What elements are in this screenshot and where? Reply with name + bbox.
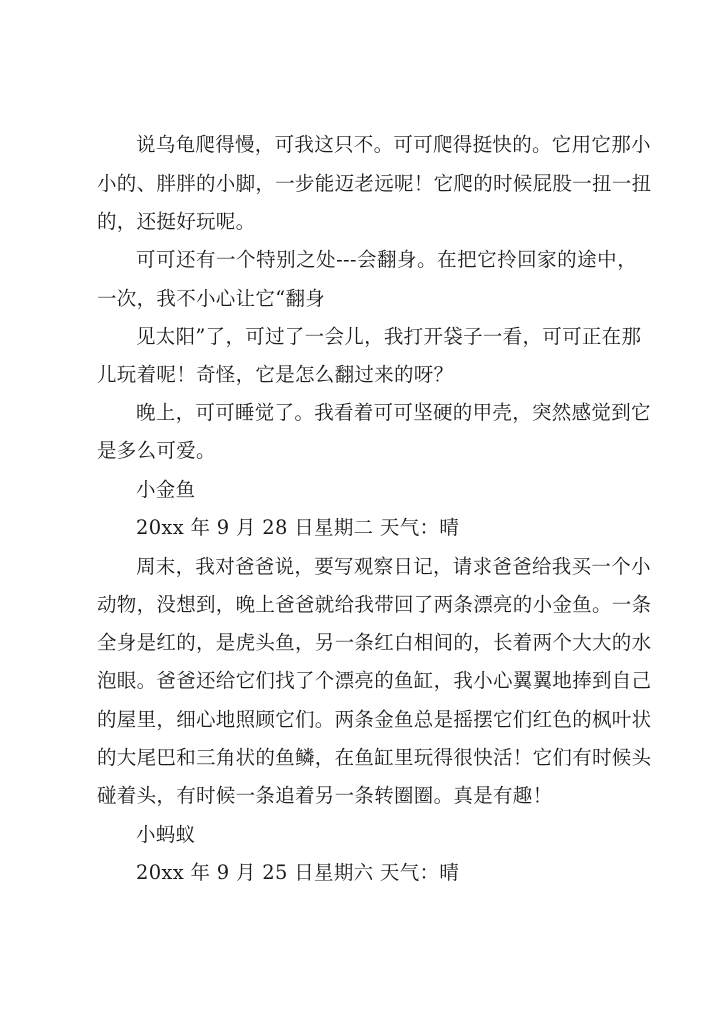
- paragraph-line: 的大尾巴和三角状的鱼鳞，在鱼缸里玩得很快活！它们有时候头: [97, 746, 652, 769]
- paragraph-line: 泡眼。爸爸还给它们找了个漂亮的鱼缸，我小心翼翼地捧到自己: [97, 669, 652, 692]
- paragraph-line: 见太阳”了，可过了一会儿，我打开袋子一看，可可正在那: [136, 325, 642, 348]
- paragraph-line: 小的、胖胖的小脚，一步能迈老远呢！它爬的时候屁股一扭一扭: [97, 172, 652, 195]
- paragraph-line: 晚上，可可睡觉了。我看着可可坚硬的甲壳，突然感觉到它: [136, 401, 651, 424]
- paragraph-line: 一次，我不小心让它“翻身: [97, 287, 326, 310]
- paragraph-line: 动物，没想到，晚上爸爸就给我带回了两条漂亮的小金鱼。一条: [97, 593, 652, 616]
- section-heading-goldfish: 小金鱼: [136, 478, 196, 501]
- diary-date-line: 20xx 年 9 月 25 日星期六 天气：晴: [136, 861, 460, 884]
- paragraph-line: 的屋里，细心地照顾它们。两条金鱼总是摇摆它们红色的枫叶状: [97, 708, 652, 731]
- paragraph-line: 可可还有一个特别之处---会翻身。在把它拎回家的途中，: [136, 248, 637, 271]
- paragraph-line: 周末，我对爸爸说，要写观察日记，请求爸爸给我买一个小: [136, 555, 651, 578]
- diary-date-line: 20xx 年 9 月 28 日星期二 天气：晴: [136, 516, 460, 539]
- paragraph-line: 的，还挺好玩呢。: [97, 210, 256, 233]
- paragraph-line: 是多么可爱。: [97, 439, 216, 462]
- section-heading-ant: 小蚂蚁: [136, 823, 196, 846]
- paragraph-line: 碰着头，有时候一条追着另一条转圈圈。真是有趣！: [97, 784, 553, 807]
- paragraph-line: 儿玩着呢！奇怪，它是怎么翻过来的呀？: [97, 363, 454, 386]
- paragraph-line: 说乌龟爬得慢，可我这只不。可可爬得挺快的。它用它那小: [136, 133, 651, 156]
- paragraph-line: 全身是红的，是虎头鱼，另一条红白相间的，长着两个大大的水: [97, 631, 652, 654]
